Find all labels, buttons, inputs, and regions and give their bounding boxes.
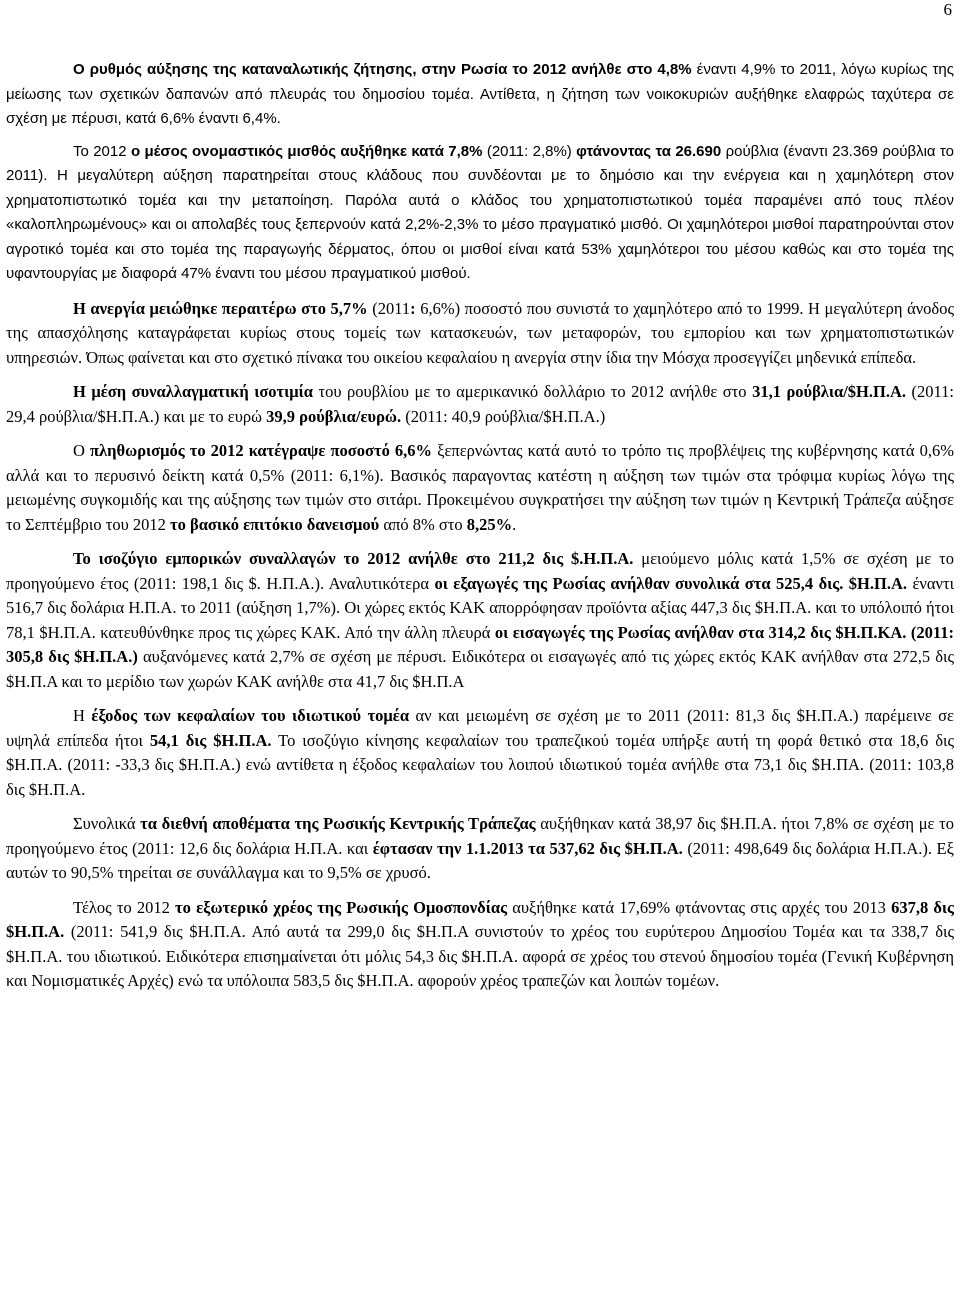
paragraph-external-debt — [6, 896, 954, 994]
paragraph-reserves — [6, 812, 954, 886]
text-run: αυξήθηκαν κατά 38,97 δις $Η.Π.Α. ήτοι 7,8% σε σχέση με το προηγούμενο έτος (2011: 12,6 δις δολάρια Η.Π.Α. και — [6, 814, 954, 858]
text-run: έναντι 4,9% το 2011, λόγω κυρίως της μείωσης των σχετικών δαπανών από πλευράς του δημοσίου τομέα. Αντίθετα, η ζήτηση των νοικοκυριών αυξήθηκε ελαφρώς ταχύτερα σε σχέση με πέρυσι, κατά 6,6% έναντι 6,4%. — [6, 61, 954, 127]
bold-text-run: 637,8 δις $Η.Π.Α. — [6, 897, 954, 941]
text-run: Το 2012 — [73, 142, 131, 160]
text-run: ξεπερνώντας κατά αυτό το τρόπο τις προβλέψεις της κυβέρνησης κατά 0,6% αλλά και το περυσινό δείκτη κατά 0,5% (2011: 6,1%). Βασικός παραγοντας κατέστη η αύξηση των τιμών στα τρόφιμα κυρίως λόγω της μειωμένης συγκομιδής και της αύξησης των τιμών στο σιτάρι. Προκειμένου συγκρατήσει την αύξηση των τιμών η Κεντρική Τράπεζα αύξησε το Σεπτέμβριο του 2012 — [6, 441, 954, 534]
text-run: αυξήθηκε κατά 17,69% φτάνοντας στις αρχές του 2013 — [507, 897, 892, 917]
text-run: έναντι 516,7 δις δολάρια Η.Π.Α. το 2011 (αύξηση 1,7%). Οι χώρες εκτός ΚΑΚ απορρόφησαν προϊόντα αξίας 447,3 δις $Η.Π.Α. και το υπόλοιπό ήτοι 78,1 $Η.Π.Α. κατευθύνθηκε προς τις χώρες ΚΑΚ. Από την άλλη πλευρά — [6, 573, 955, 642]
bold-text-run: 54,1 δις $Η.Π.Α. — [149, 730, 272, 750]
bold-text-run: Το ισοζύγιο εμπορικών συναλλαγών το 2012 ανήλθε στο 211,2 δις $.Η.Π.Α. — [73, 549, 634, 568]
bold-text-run: ο μέσος ονομαστικός μισθός αυξήθηκε κατά 7,8% — [130, 142, 483, 160]
bold-text-run: : — [410, 298, 416, 318]
paragraph-exchange-rate — [6, 380, 954, 429]
page-number: 6 — [943, 0, 952, 19]
text-run: Παρόλα αυτά ο κλάδος του χρηματοπιστωτικού τομέα παραμένει από τους πλέον «καλοπληρωμένους» και οι απολαβές τους ξεπερνούν κατά 2,2%-2,3% το μέσο πραγματικό μισθό. Οι χαμηλότεροι μισθοί παρατηρούνται στον αγροτικό τομέα και στο τομέα της παραγωγής δέρματος, όπου οι μισθοί είναι κατά 53% χαμηλότεροι του μέσου καθώς και στο τομέα της υφαντουργίας με διαφορά 47% έναντι του μέσου πραγματικού μισθού. — [6, 191, 955, 282]
bold-text-run: το εξωτερικό χρέος της Ρωσικής Ομοσπονδίας — [175, 897, 508, 917]
bold-text-run: φτάνοντας τα 26.690 — [576, 142, 722, 160]
bold-text-run: 31,1 ρούβλια/$Η.Π.Α. — [752, 382, 907, 401]
bold-text-run: Ο ρυθμός αύξησης της καταναλωτικής ζήτησης, στην Ρωσία το 2012 ανήλθε στο 4,8% — [73, 61, 692, 78]
text-run: 6,6%) ποσοστό που συνιστά το χαμηλότερο από το 1999. Η μεγαλύτερη άνοδος της απασχόλησης καταγράφεται κυρίως στους τομείς των κατασκευών, των μεταφορών, του εμπορίου και των χρηματοπιστωτικών υπηρεσιών. Όπως φαίνεται και στο σχετικό πίνακα του οικείου κεφαλαίου η ανεργία στην ίδια την Μόσχα προσεγγίζει μηδενικά επίπεδα. — [6, 298, 954, 367]
paragraph-unemployment — [6, 297, 954, 371]
bold-text-run: 8,25% — [466, 514, 513, 534]
bold-text-run: οι εισαγωγές της Ρωσίας ανήλθαν στα 314,2 δις $Η.Π.ΚΑ. (2011: 305,8 δις $Η.Π.Α.) — [6, 622, 954, 666]
bold-text-run: τα διεθνή αποθέματα της Ρωσικής Κεντρικής Τράπεζας — [140, 814, 536, 833]
bold-text-run: Η μέση συναλλαγματική ισοτιμία — [73, 382, 313, 401]
text-run: Τέλος το 2012 — [73, 897, 176, 917]
text-run: ρούβλια (έναντι 23.369 ρούβλια το 2011). Η μεγαλύτερη αύξηση παρατηρείται στους κλάδους που συνδέονται με το δημόσιο και την ενέργεια και η χαμηλότερη στον χρηματοπιστωτικό τομέα και την μεταποίηση. — [6, 142, 954, 209]
text-run: (2011: 29,4 ρούβλια/$Η.Π.Α.) και με το ευρώ — [6, 382, 954, 426]
text-run: από 8% στο — [379, 514, 467, 534]
paragraph-inflation — [6, 439, 954, 537]
text-run: Ο — [73, 441, 90, 460]
paragraph-consumer-demand — [6, 58, 954, 132]
bold-text-run: Η ανεργία μειώθηκε περαιτέρω στο 5,7% — [73, 298, 368, 318]
text-run: (2011: 40,9 ρούβλια/$Η.Π.Α.) — [401, 406, 606, 426]
text-run: (2011: 2,8%) — [482, 142, 577, 160]
text-run: . — [512, 514, 517, 534]
paragraph-capital-outflow — [6, 704, 954, 802]
bold-text-run: έφτασαν την 1.1.2013 τα 537,62 δις $Η.Π.Α. — [372, 838, 683, 858]
text-run: αν και μειωμένη σε σχέση με το 2011 (2011: 81,3 δις $Η.Π.Α.) παρέμεινε σε υψηλά επίπεδα ήτοι — [6, 706, 954, 750]
paragraph-wages — [6, 140, 954, 287]
bold-text-run: 39,9 ρούβλια/ευρώ. — [266, 406, 402, 426]
text-run: (2011 — [367, 298, 411, 318]
text-run: μειούμενο μόλις κατά 1,5% σε σχέση με το προηγούμενο έτος (2011: 198,1 δις $. Η.Π.Α.). Αναλυτικότερα — [6, 549, 954, 593]
bold-text-run: πληθωρισμός το 2012 κατέγραψε ποσοστό 6,6% — [90, 441, 433, 460]
text-run: του ρουβλίου με το αμερικανικό δολλάριο το 2012 ανήλθε στο — [312, 382, 753, 401]
bold-text-run: το βασικό επιτόκιο δανεισμού — [170, 514, 380, 534]
text-run: (2011: 541,9 δις $Η.Π.Α. Από αυτά τα 299,0 δις $Η.Π.Α συνιστούν το χρέος του ευρύτερου Δημοσίου Τομέα και τα 338,7 δις $Η.Π.Α. του ιδιωτικού. Ειδικότερα επισημαίνεται ότι μόλις 54,3 δις $Η.Π.Α. αφορά σε χρέος του στενού δημοσίου τομέα (Γενική Κυβέρνηση και Νομισματικές Αρχές) ενώ τα υπόλοιπα 583,5 δις $Η.Π.Α. αφορούν χρέος τραπεζών και λοιπών τομέων. — [6, 922, 954, 990]
text-run: (2011: 498,649 δις δολάρια Η.Π.Α.). Εξ αυτών το 90,5% τηρείται σε συνάλλαγμα και το 9,5% σε χρυσό. — [6, 838, 954, 882]
paragraph-trade-balance — [6, 547, 954, 694]
bold-text-run: οι εξαγωγές της Ρωσίας ανήλθαν συνολικά στα 525,4 δις. $Η.Π.Α. — [434, 573, 907, 593]
document-body — [6, 58, 954, 1004]
text-run: Το ισοζύγιο κίνησης κεφαλαίων του τραπεζικού τομέα υπήρξε αυτή τη φορά θετικό στα 18,6 δις $Η.Π.Α. (2011: -33,3 δις $Η.Π.Α.) ενώ αντίθετα η έξοδος κεφαλαίων του λοιπού ιδιωτικού τομέα ανήλθε στα 73,1 δις $Η.ΠΑ. (2011: 103,8 δις $Η.Π.Α. — [6, 730, 954, 799]
text-run: Η — [73, 706, 92, 725]
text-run: αυξανόμενες κατά 2,7% σε σχέση με πέρυσι. Ειδικότερα οι εισαγωγές από τις χώρες εκτός ΚΑΚ ανήλθαν στα 272,5 δις $Η.Π.Α και το μερίδιο των χωρών ΚΑΚ ανήλθε στα 41,7 δις $Η.Π.Α — [6, 647, 954, 691]
bold-text-run: έξοδος των κεφαλαίων του ιδιωτικού τομέα — [91, 706, 410, 725]
text-run: Συνολικά — [73, 814, 141, 833]
